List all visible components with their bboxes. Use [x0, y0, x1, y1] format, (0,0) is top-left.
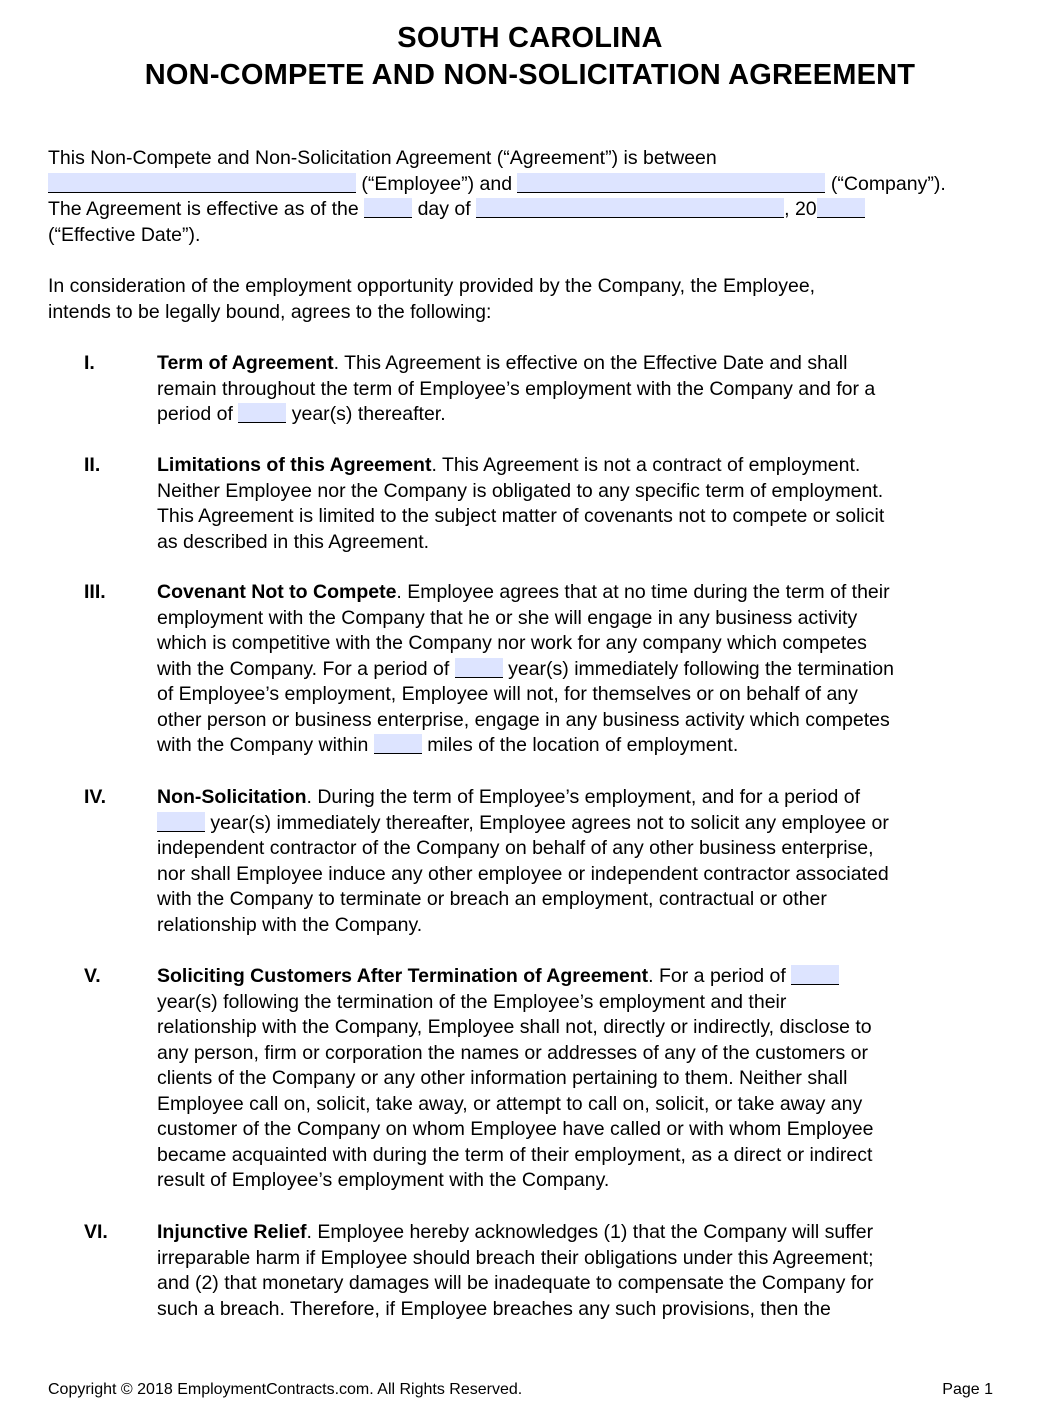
noncompete-years-field[interactable] — [455, 658, 503, 678]
nonsolicit-years-field[interactable] — [157, 812, 205, 832]
intro-paragraph — [48, 146, 1008, 248]
effective-day-field[interactable] — [364, 198, 412, 218]
section-heading: Term of Agreement — [157, 352, 334, 374]
section-number: VI. — [84, 1221, 108, 1243]
section-number: V. — [84, 965, 101, 987]
section-heading: Limitations of this Agreement — [157, 454, 432, 476]
footer-page-number: Page 1 — [942, 1381, 993, 1398]
section-heading: Non-Solicitation — [157, 786, 307, 808]
section-number: III. — [84, 581, 106, 603]
intro-line-1: This Non-Compete and Non-Solicitation Agreement (“Agreement”) is between — [48, 147, 717, 169]
section-heading: Injunctive Relief — [157, 1221, 307, 1243]
term-years-field[interactable] — [238, 403, 286, 423]
section-heading: Soliciting Customers After Termination of Agreement — [157, 965, 649, 987]
section-number: IV. — [84, 786, 107, 808]
section-number: I. — [84, 352, 95, 374]
intro-line-4: (“Effective Date”). — [48, 223, 201, 246]
consideration-paragraph: In consideration of the employment opportunity provided by the Company, the Employee, intends to be legally bound, agrees to the following: — [48, 275, 816, 323]
customer-years-field[interactable] — [791, 965, 839, 985]
document-title-state: SOUTH CAROLINA — [397, 22, 663, 54]
company-name-field[interactable] — [517, 173, 825, 193]
intro-line-2: (“Employee”) and (“Company”). — [48, 172, 1008, 198]
section-number: II. — [84, 454, 101, 476]
section-heading: Covenant Not to Compete — [157, 581, 397, 603]
effective-month-field[interactable] — [476, 198, 784, 218]
footer-copyright: Copyright © 2018 EmploymentContracts.com. All Rights Reserved. — [48, 1381, 523, 1398]
noncompete-miles-field[interactable] — [374, 734, 422, 754]
intro-line-3: The Agreement is effective as of the day of , 20 — [48, 197, 1008, 223]
employee-name-field[interactable] — [48, 173, 356, 193]
document-title: NON-COMPETE AND NON-SOLICITATION AGREEMENT — [144, 59, 916, 91]
effective-year-field[interactable] — [817, 198, 865, 218]
